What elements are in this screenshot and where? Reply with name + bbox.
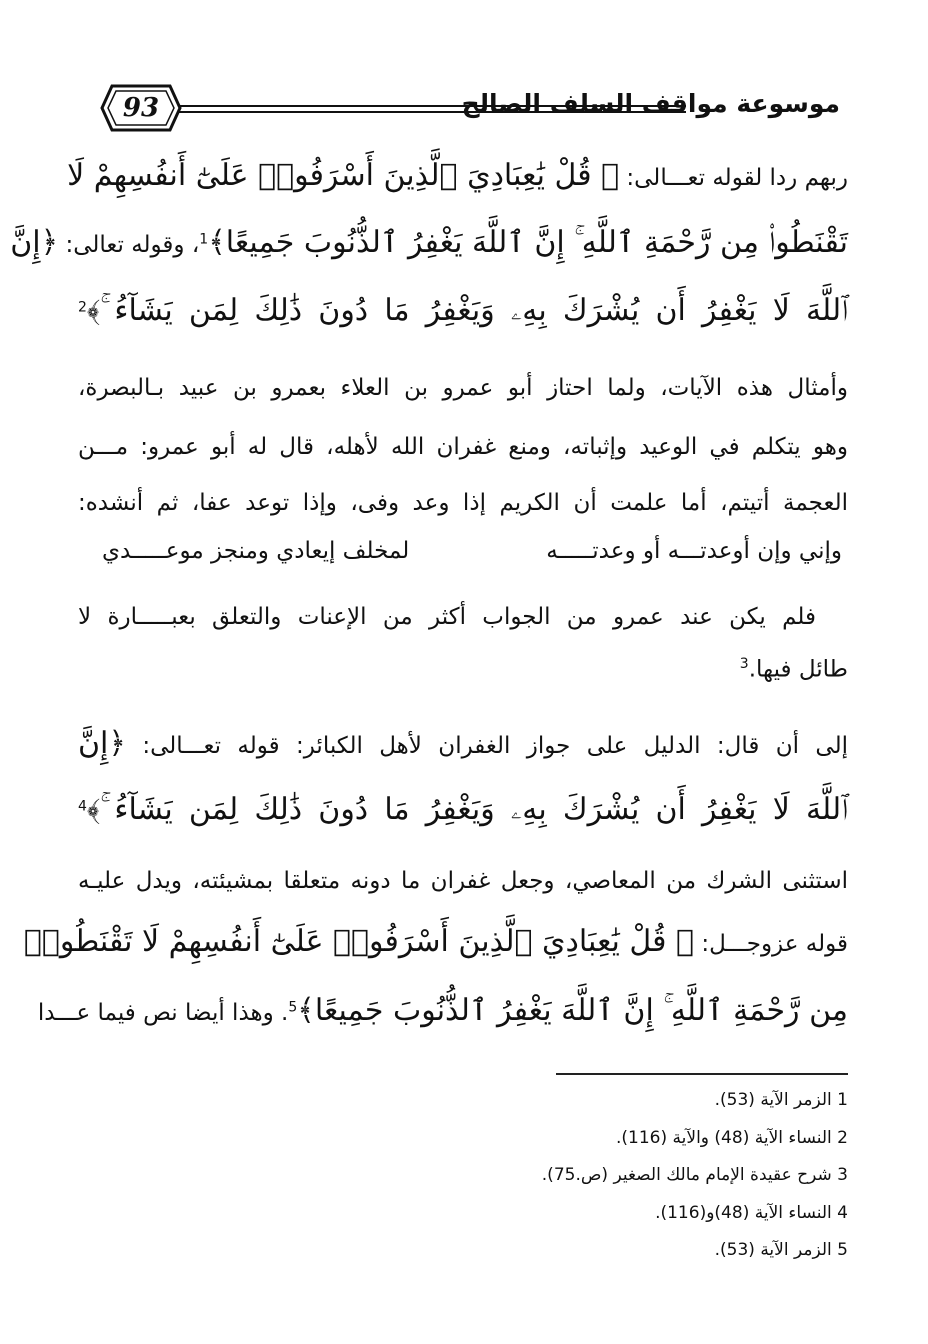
page-number: 93 bbox=[122, 93, 160, 123]
footnote-text: شرح عقيدة الإمام مالك الصغير (ص.75). bbox=[541, 1165, 832, 1185]
footnote bbox=[248, 1203, 848, 1223]
footnote-text: النساء الآية (48) والآية (116). bbox=[616, 1128, 832, 1148]
quran-verse: ٱللَّهَ لَا يَغْفِرُ أَن يُشْرَكَ بِهِۦ وَيَغْفِرُ مَا دُونَ ذَٰلِكَ لِمَن يَشَآءُ ۚ﴾ bbox=[86, 293, 848, 328]
page-number-badge bbox=[100, 82, 182, 134]
text-line bbox=[78, 868, 848, 894]
body-text: إلى أن قال: الدليل على جواز الغفران لأهل الكبائر: قوله تعـــالى: bbox=[142, 733, 848, 759]
text-line bbox=[67, 158, 848, 193]
body-text: العجمة أتيتم، أما علمت أن الكريم إذا وعد وفى، وإذا توعد عفا، ثم أنشده: bbox=[78, 490, 848, 516]
text-line bbox=[78, 434, 848, 460]
quran-verse: ﴿إِنَّ bbox=[10, 225, 59, 260]
text-line bbox=[78, 604, 816, 630]
text-line bbox=[78, 490, 848, 516]
text-line bbox=[78, 656, 848, 683]
quran-verse: ﴿ قُلْ يَٰعِبَادِيَ ٱلَّذِينَ أَسْرَفُوا۟ عَلَىٰٓ أَنفُسِهِمْ لَا تَقْنَطُوا۟ bbox=[23, 924, 695, 959]
footnote-number: 5 bbox=[837, 1240, 848, 1260]
footnote-number: 4 bbox=[837, 1203, 848, 1223]
text-line bbox=[10, 225, 848, 260]
text-line bbox=[78, 375, 848, 401]
footnote-ref: 1 bbox=[199, 231, 209, 248]
text-line bbox=[23, 924, 848, 959]
footnote-divider bbox=[556, 1073, 848, 1075]
footnote-ref: 5 bbox=[288, 999, 298, 1016]
quran-verse: ﴿إِنَّ bbox=[78, 726, 126, 761]
poem-verse bbox=[102, 538, 842, 582]
body-text: ربهم ردا لقوله تعـــالى: bbox=[626, 165, 848, 191]
footnote bbox=[248, 1090, 848, 1110]
footnote-text: الزمر الآية (53). bbox=[714, 1240, 832, 1260]
footnote bbox=[248, 1165, 848, 1185]
text-line bbox=[78, 726, 848, 761]
book-title: موسوعة مواقف السلف الصالح bbox=[461, 89, 840, 118]
body-text: طائل فيها. bbox=[748, 656, 848, 683]
body-text: استثنى الشرك من المعاصي، وجعل غفران ما دونه متعلقا بمشيئته، ويدل عليـه bbox=[78, 868, 848, 894]
footnote-text: النساء الآية (48)و(116). bbox=[655, 1203, 832, 1223]
body-text: فلم يكن عند عمرو من الجواب أكثر من الإعنات والتعلق بعبـــــارة لا bbox=[78, 604, 816, 630]
footnote bbox=[248, 1128, 848, 1148]
text-line bbox=[37, 993, 848, 1028]
text-line bbox=[78, 792, 848, 827]
footnote-number: 2 bbox=[837, 1128, 848, 1148]
poem-second-hemistich: لمخلف إيعادي ومنجز موعـــــدي bbox=[102, 538, 410, 564]
quran-verse: تَقْنَطُوا۟ مِن رَّحْمَةِ ٱللَّهِ ۚ إِنَّ ٱللَّهَ يَغْفِرُ ٱلذُّنُوبَ جَمِيعًا﴾ bbox=[208, 225, 848, 260]
footnote-ref: 3 bbox=[739, 656, 749, 672]
footnote-ref: 2 bbox=[78, 299, 87, 316]
quran-verse: ٱللَّهَ لَا يَغْفِرُ أَن يُشْرَكَ بِهِۦ وَيَغْفِرُ مَا دُونَ ذَٰلِكَ لِمَن يَشَآءُ ۚ﴾ bbox=[86, 792, 848, 827]
poem-first-hemistich: وإني وإن أوعدتـــه أو وعدتـــــه bbox=[546, 538, 842, 564]
body-text: ، وقوله تعالى: bbox=[65, 232, 200, 258]
quran-verse: مِن رَّحْمَةِ ٱللَّهِ ۚ إِنَّ ٱللَّهَ يَغْفِرُ ٱلذُّنُوبَ جَمِيعًا﴾ bbox=[297, 993, 848, 1028]
body-text: . وهذا أيضا نص فيما عـــدا bbox=[37, 1000, 289, 1026]
footnote bbox=[248, 1240, 848, 1260]
body-text: وأمثال هذه الآيات، ولما احتاز أبو عمرو بن العلاء بعمرو بن عبيد بـالبصرة، bbox=[78, 375, 848, 401]
quran-verse: ﴿ قُلْ يَٰعِبَادِيَ ٱلَّذِينَ أَسْرَفُوا۟ عَلَىٰٓ أَنفُسِهِمْ لَا bbox=[67, 158, 620, 193]
text-line bbox=[78, 293, 848, 328]
footnote-text: الزمر الآية (53). bbox=[714, 1090, 832, 1110]
footnote-ref: 4 bbox=[78, 798, 87, 815]
page-header bbox=[100, 78, 840, 138]
footnote-number: 1 bbox=[837, 1090, 848, 1110]
body-text: قوله عزوجـــل: bbox=[701, 931, 848, 957]
body-text: وهو يتكلم في الوعيد وإثباته، ومنع غفران الله لأهله، قال له أبو عمرو: مـــن bbox=[78, 434, 848, 460]
footnote-number: 3 bbox=[837, 1165, 848, 1185]
